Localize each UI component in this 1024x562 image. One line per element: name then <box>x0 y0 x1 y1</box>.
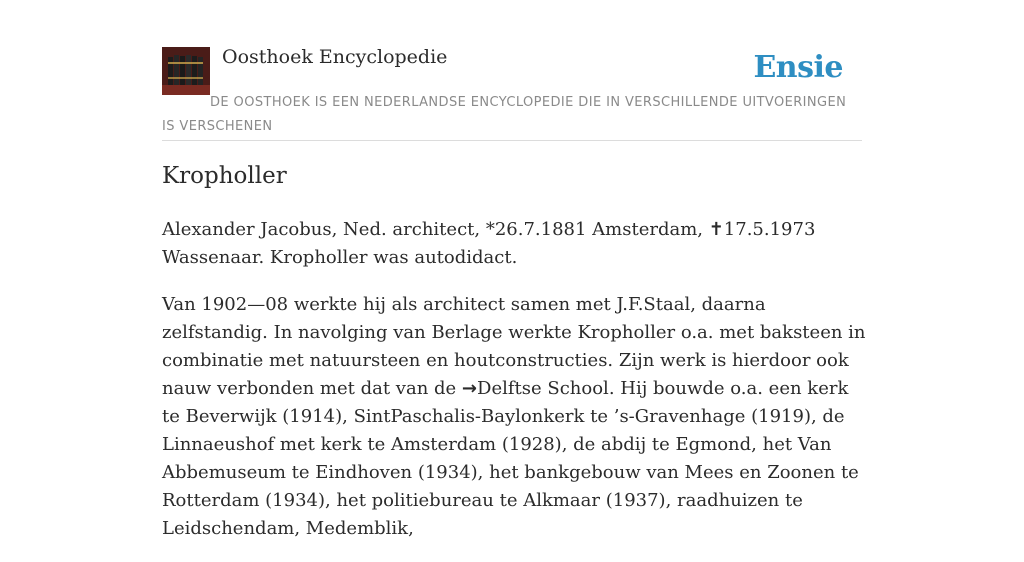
paragraph-text: Van 1902—08 werkte hij als architect samen met J.F.Staal, daarna zelfstandig. In navolging van Berlage werkte Kropholler o.a. met baksteen in combinatie met natuursteen en houtconstructies. Zijn werk is hierdoor ook nauw verbonden met dat van de <box>162 294 866 399</box>
site-header <box>162 0 862 141</box>
arrow-right-icon: → <box>461 378 478 399</box>
page-container <box>162 0 866 539</box>
encyclopedia-books-icon[interactable] <box>162 47 210 95</box>
paragraph-text: . Hij bouwde o.a. een kerk te Beverwijk (1914), SintPaschalis-Baylonkerk te ’s-Gravenhage (1919), de Linnaeushof met kerk te Amsterdam (1928), de abdij te Egmond, het Van Abbemuseum te Eindhoven (1934), het bankgebouw van Mees en Zoonen te Rotterdam (1934), het politiebureau te Alkmaar (1937), raadhuizen te Leidschendam, Medemblik, <box>162 378 859 539</box>
article-title: Kropholler <box>162 163 287 189</box>
article-body <box>162 216 867 562</box>
brand-logo-link[interactable]: Ensie <box>753 50 843 85</box>
xref-label: Delftse School <box>477 378 609 399</box>
site-tagline: DE OOSTHOEK IS EEN NEDERLANDSE ENCYCLOPEDIE DIE IN VERSCHILLENDE UITVOERINGEN IS VERSCHENEN <box>162 95 847 134</box>
site-name-link[interactable]: Oosthoek Encyclopedie <box>222 46 448 68</box>
article-paragraph: Alexander Jacobus, Ned. architect, *26.7.1881 Amsterdam, ✝17.5.1973 Wassenaar. Kropholler was autodidact. <box>162 219 816 268</box>
article-paragraph <box>162 291 867 543</box>
delftse-school-link[interactable] <box>462 378 609 399</box>
